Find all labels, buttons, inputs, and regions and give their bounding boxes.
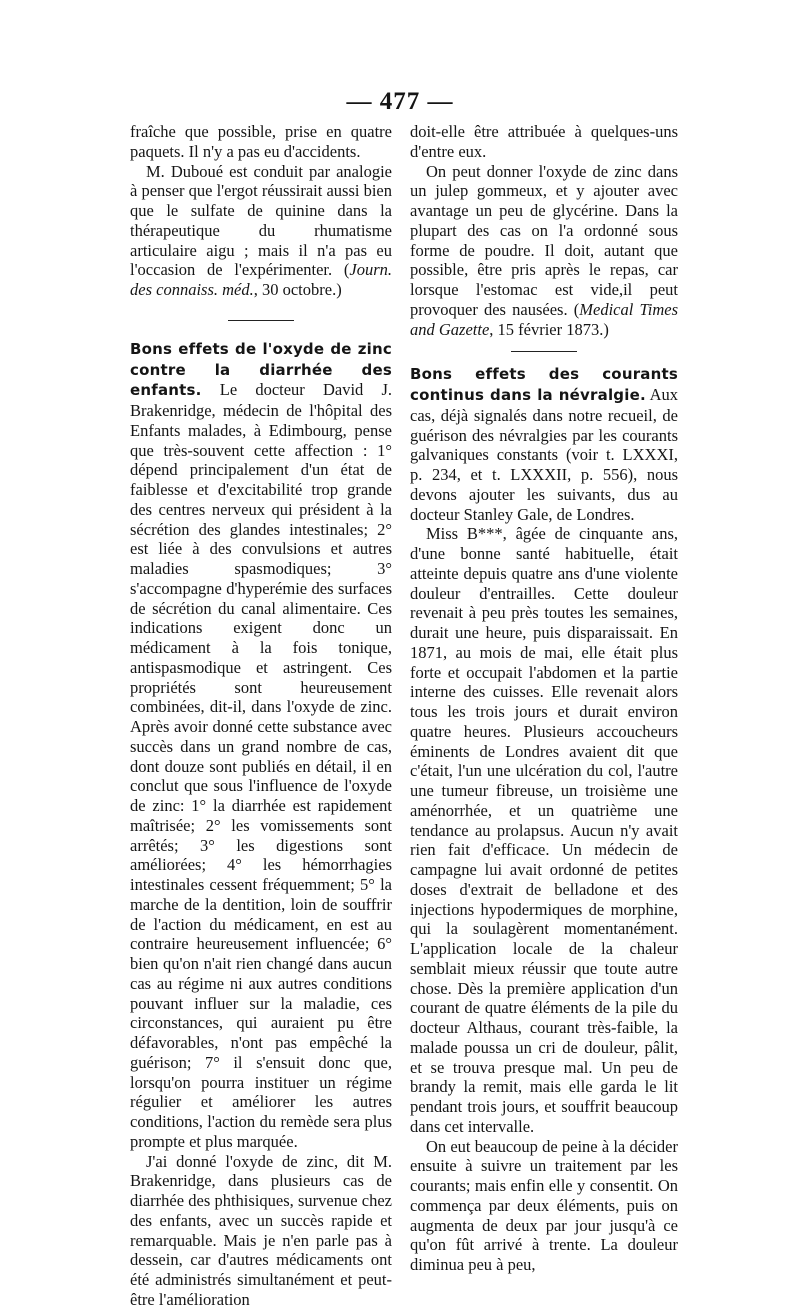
paragraph: On eut beaucoup de peine à la décider ensuite à suivre un traitement par les courants; mais enfin elle y consentit. On commença par deux éléments, puis on augmenta de deux par jour jusqu'à ce qu'on fût arrivé à trente. La douleur diminua peu à peu, xyxy=(410,1136,678,1274)
paragraph xyxy=(410,162,678,340)
article-heading: Bons effets de l'oxyde de zinc contre la diarrhée des enfants. xyxy=(130,339,392,400)
article-heading: Bons effets des courants continus dans la névralgie. xyxy=(410,365,678,404)
article-paragraph xyxy=(410,364,678,524)
left-column xyxy=(130,122,392,1310)
paragraph-text: , 30 octobre.) xyxy=(253,280,342,299)
paragraph xyxy=(130,162,392,300)
right-column xyxy=(410,122,678,1275)
paragraph: fraîche que possible, prise en quatre paquets. Il n'y a pas eu d'accidents. xyxy=(130,122,392,161)
section-divider xyxy=(228,320,294,321)
section-divider xyxy=(511,351,577,352)
paragraph-text: Aux cas, déjà signalés dans notre recueil, de guérison des névralgies par les courants galvaniques constants (voir t. LXXXI, p. 234, et t. LXXXII, p. 556), nous devons ajouter les suivants, dus au docteur Stanley Gale, de Londres. xyxy=(410,385,679,524)
paragraph-text: , 15 février 1873.) xyxy=(489,319,609,339)
paragraph: J'ai donné l'oxyde de zinc, dit M. Brakenridge, dans plusieurs cas de diarrhée des phthisiques, survenue chez des enfants, avec un succès rapide et remarquable. Mais je n'en parle pas à dessein, car d'autres médicaments ont été administrés simultanément et peut-être l'amélioration xyxy=(130,1151,392,1309)
source-citation: Medical Times and Gazette xyxy=(410,299,678,339)
article-paragraph xyxy=(130,339,392,1152)
paragraph: Miss B***, âgée de cinquante ans, d'une bonne santé habituelle, était atteinte depuis quatre ans d'une violente douleur d'entrailles. Cette douleur revenait à peu près toutes les semaines, durait une heure, puis disparaissait. En 1871, au mois de mai, elle était plus forte et occupait l'abdomen et la partie interne des cuisses. Elle revenait alors tous les trois jours et durait environ quatre heures. Plusieurs accoucheurs éminents de Londres avaient dit que c'était, l'un une ulcération du col, l'autre une tumeur fibreuse, un troisième une aménorrhée, et un quatrième une tendance au prolapsus. Aucun n'y avait rien fait d'efficace. Un médecin de campagne lui avait ordonné de petites doses d'extrait de belladone et des injections hypodermiques de morphine, qui la soulagèrent momentanément. L'application locale de la chaleur semblait mieux réussir que toute autre chose. Dès la première application d'un courant de quatre éléments de la pile du docteur Althaus, courant très-faible, la malade poussa un cri de douleur, pâlit, et se trouva presque mal. Un peu de brandy la remit, mais elle garda le lit pendant trois jours, et souffrit beaucoup dans cet intervalle. xyxy=(410,524,678,1136)
paragraph: doit-elle être attribuée à quelques-uns d'entre eux. xyxy=(410,122,678,161)
paragraph-text: M. Duboué est conduit par analogie à penser que l'ergot réussirait aussi bien que le sulfate de quinine dans la thérapeutique du rhumatisme articulaire aigu ; mais il n'a pas eu l'occasion de l'expérimenter. ( xyxy=(130,161,393,280)
paragraph-text: On peut donner l'oxyde de zinc dans un julep gommeux, et y ajouter avec avantage un peu de glycérine. Dans la plupart des cas on l'a ordonné sous forme de poudre. Il doit, autant que possible, être pris après le repas, car lorsque l'estomac est vide,il peut provoquer des nausées. ( xyxy=(410,161,678,319)
page-number: — 477 — xyxy=(346,88,454,115)
source-citation: Journ. des connaiss. méd. xyxy=(130,260,392,299)
paragraph-text: Le docteur David J. Brakenridge, médecin de l'hôpital des Enfants malades, à Edimbourg, pense que très-souvent cette affection : 1° dépend principalement d'un état de faiblesse et d'excitabilité trop grande des centres nerveux qui président à la sécrétion des glandes intestinales; 2° est liée à des convulsions et autres maladies spasmodiques; 3° s'accompagne d'hyperémie des surfaces de sécrétion du canal alimentaire. Ces indications exigent donc un médicament à la fois tonique, antispasmodique et astringent. Ces propriétés sont heureusement combinées, dit-il, dans l'oxyde de zinc. Après avoir donné cette substance avec succès dans un grand nombre de cas, dont douze sont publiés en détail, il en conclut que sous l'influence de l'oxyde de zinc: 1° la diarrhée est rapidement maîtrisée; 2° les vomissements sont arrêtés; 3° les digestions sont améliorées; 4° les hémorrhagies intestinales cessent fréquemment; 5° la marche de la dentition, loin de souffrir de l'action du médicament, en est au contraire heureusement influencée; 6° bien qu'on n'ait rien changé dans aucun cas au régime ni aux autres conditions pouvant influer sur la maladie, ces circonstances, qui auraient pu être défavorables, n'ont pas empêché la guérison; 7° il s'ensuit donc que, lorsqu'on pourra instituer un régime régulier et améliorer les autres conditions, l'action du remède sera plus prompte et plus marquée. xyxy=(130,380,392,1151)
